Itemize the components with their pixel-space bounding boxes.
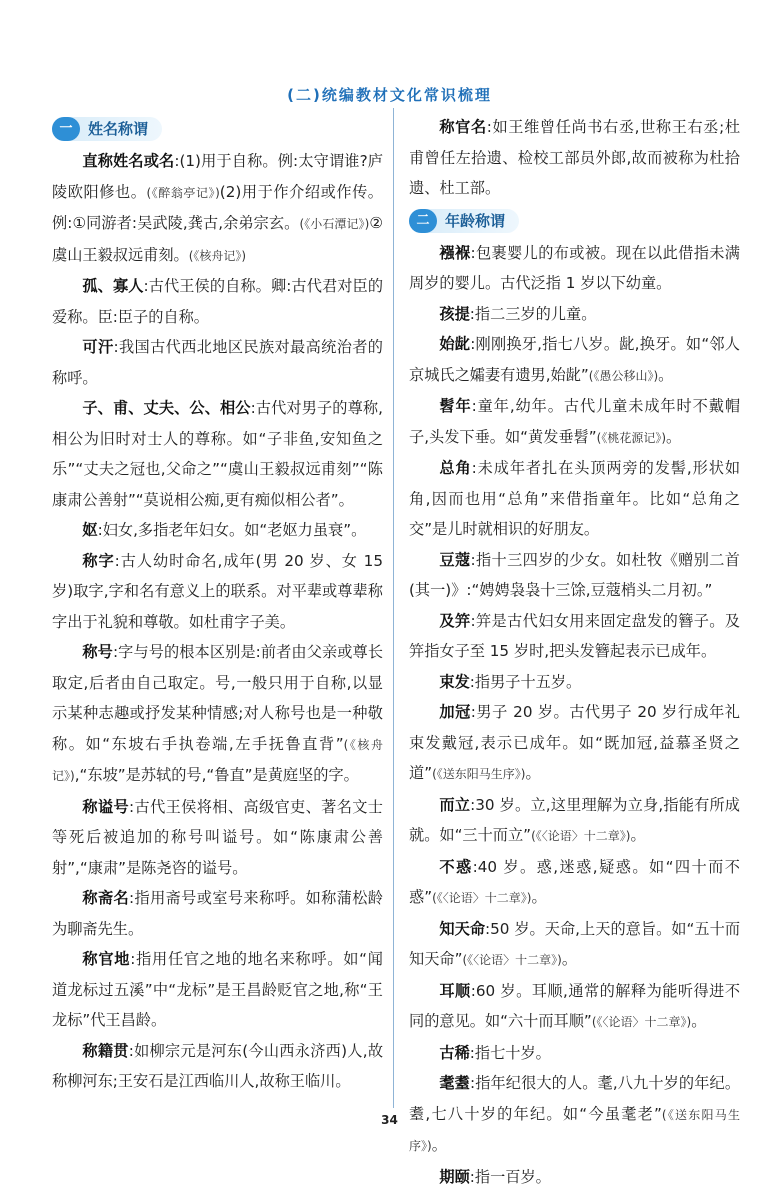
entry-term: 豆蔻 (439, 550, 471, 569)
page-title: (二)统编教材文化常识梳理 (287, 86, 492, 104)
entry-term: 妪 (82, 521, 98, 540)
page-number: 34 (381, 1113, 398, 1127)
section-number: 二 (409, 209, 437, 233)
entry-name-direct: 直称姓名或名:(1)用于自称。例:太守谓谁?庐陵欧阳修也。(《醉翁亭记》)(2)用于作介绍或作传。例:①同游者:吴武陵,龚古,余弟宗玄。(《小石潭记》)②虞山王毅叔远甫刻。(《核舟记》) (52, 152, 383, 264)
entry-term: 称谥号 (82, 797, 130, 816)
entry-term: 称官地 (82, 950, 131, 969)
entry-term: 束发 (439, 672, 470, 691)
entry-art-name: 称号:字与号的根本区别是:前者由父亲或尊长取定,后者由自己取定。号,一般只用于自称,以显示某种志趣或抒发某种情感;对人称号也是一种敬称。如“东坡右手执卷端,左手抚鲁直背”(《核舟记》),“东坡”是苏轼的号,“鲁直”是黄庭坚的字。 (52, 643, 384, 785)
entry-term: 髫年 (439, 397, 472, 416)
entry-yu: 妪:妇女,多指老年妇女。如“老妪力虽衰”。 (82, 521, 367, 540)
entry-term: 而立 (439, 795, 471, 814)
entry-term: 及笄 (439, 611, 471, 630)
entry-buhuo: 不惑:40 岁。惑,迷惑,疑惑。如“四十而不惑”(《〈论语〉十二章》)。 (409, 857, 740, 907)
entry-shufa: 束发:指男子十五岁。 (439, 672, 582, 691)
entry-term: 称官名 (439, 118, 487, 136)
entry-jiji: 及笄:笄是古代妇女用来固定盘发的簪子。及笄指女子至 15 岁时,把头发簪起表示已成年。 (409, 611, 740, 661)
entry-term: 知天命 (439, 919, 486, 938)
section-title: 年龄称谓 (445, 211, 506, 230)
entry-haiti: 孩提:指二三岁的儿童。 (439, 304, 597, 323)
entry-qiyi: 期颐:指一百岁。 (439, 1167, 551, 1186)
section-title: 姓名称谓 (88, 120, 149, 138)
left-column (52, 112, 383, 1097)
entry-kehan: 可汗:我国古代西北地区民族对最高统治者的称呼。 (52, 338, 383, 387)
entry-term: 加冠 (439, 703, 471, 722)
entry-honorifics: 子、甫、丈夫、公、相公:古代对男子的尊称,相公为旧时对士人的尊称。如“子非鱼,安知鱼之乐”“丈夫之冠也,父命之”“虞山王毅叔远甫刻”“陈康肃公善射”“莫说相公痴,更有痴似相公者”。 (52, 399, 383, 509)
entry-zongjiao: 总角:未成年者扎在头顶两旁的发髻,形状如角,因而也用“总角”来借指童年。比如“总角之交”是儿时就相识的好朋友。 (409, 459, 741, 539)
entry-zhitianming: 知天命:50 岁。天命,上天的意旨。如“五十而知天命”(《〈论语〉十二章》)。 (409, 919, 741, 969)
entry-term: 不惑 (439, 857, 473, 876)
entry-studio-name: 称斋名:指用斋号或室号来称呼。如称蒲松龄为聊斋先生。 (52, 889, 383, 938)
entry-term: 称斋名 (82, 889, 130, 908)
entry-term: 直称姓名或名 (82, 152, 175, 171)
entry-term: 耳顺 (439, 981, 471, 1000)
entry-term: 孩提 (439, 304, 470, 323)
section-header-ages (409, 209, 519, 233)
entry-term: 可汗 (82, 338, 114, 357)
entry-term: 称字 (82, 551, 115, 570)
entry-term: 子、甫、丈夫、公、相公 (82, 399, 251, 418)
entry-erli: 而立:30 岁。立,这里理解为立身,指能有所成就。如“三十而立”(《〈论语〉十二章》)。 (409, 795, 740, 845)
entry-shichen: 始龀:刚刚换牙,指七八岁。龀,换牙。如“邻人京城氏之孀妻有遗男,始龀”(《愚公移山》)。 (409, 335, 740, 384)
entry-term: 期颐 (439, 1167, 470, 1186)
entry-jiaguan: 加冠:男子 20 岁。古代男子 20 岁行成年礼束发戴冠,表示已成年。如“既加冠,益慕圣贤之道”(《送东阳马生序》)。 (409, 703, 740, 783)
entry-ershun: 耳顺:60 岁。耳顺,通常的解释为能听得进不同的意见。如“六十而耳顺”(《〈论语〉十二章》)。 (409, 981, 741, 1031)
column-divider (393, 108, 394, 1108)
entry-maodie: 耄耋:指年纪很大的人。耄,八九十岁的年纪。耋,七八十岁的年纪。如“今虽耄老”(《送东阳马生序》)。 (409, 1074, 741, 1155)
entry-guxi: 古稀:指七十岁。 (439, 1043, 551, 1062)
entry-gu-guaren: 孤、寡人:古代王侯的自称。卿:古代君对臣的爱称。臣:臣子的自称。 (52, 277, 384, 326)
entry-office-place: 称官地:指用任官之地的地名来称呼。如“闻道龙标过五溪”中“龙标”是王昌龄贬官之地,称“王龙标”代王昌龄。 (52, 950, 383, 1030)
entry-doukou: 豆蔻:指十三四岁的少女。如杜牧《赠别二首(其一)》:“娉娉袅袅十三馀,豆蔻梢头二月初。” (409, 550, 740, 600)
entry-term: 称号 (82, 643, 113, 662)
entry-term: 始龀 (439, 335, 471, 354)
entry-term: 称籍贯 (82, 1041, 129, 1060)
entry-posthumous-name: 称谥号:古代王侯将相、高级官吏、著名文士等死后被追加的称号叫谥号。如“陈康肃公善射”,“康肃”是陈尧咨的谥号。 (52, 797, 383, 877)
entry-tiaonian: 髫年:童年,幼年。古代儿童未成年时不戴帽子,头发下垂。如“黄发垂髫”(《桃花源记》)。 (409, 397, 741, 446)
entry-term: 襁褓 (439, 243, 471, 262)
entry-qiangbao: 襁褓:包裹婴儿的布或被。现在以此借指未满周岁的婴儿。古代泛指 1 岁以下幼童。 (409, 243, 740, 293)
entry-office-title: 称官名:如王维曾任尚书右丞,世称王右丞;杜甫曾任左拾遗、检校工部员外郎,故而被称为杜拾遗、杜工部。 (409, 118, 741, 197)
entry-courtesy-name: 称字:古人幼时命名,成年(男 20 岁、女 15 岁)取字,字和名有意义上的联系。对平辈或尊辈称字出于礼貌和尊敬。如杜甫字子美。 (52, 551, 383, 631)
entry-term: 古稀 (439, 1043, 470, 1062)
entry-term: 孤、寡人 (82, 277, 144, 296)
section-header-names (52, 117, 162, 141)
section-number: 一 (52, 117, 80, 141)
entry-term: 总角 (439, 459, 472, 478)
right-column (409, 112, 740, 1192)
entry-term: 耄耋 (439, 1074, 470, 1093)
entry-native-place: 称籍贯:如柳宗元是河东(今山西永济西)人,故称柳河东;王安石是江西临川人,故称王临川。 (52, 1041, 384, 1091)
